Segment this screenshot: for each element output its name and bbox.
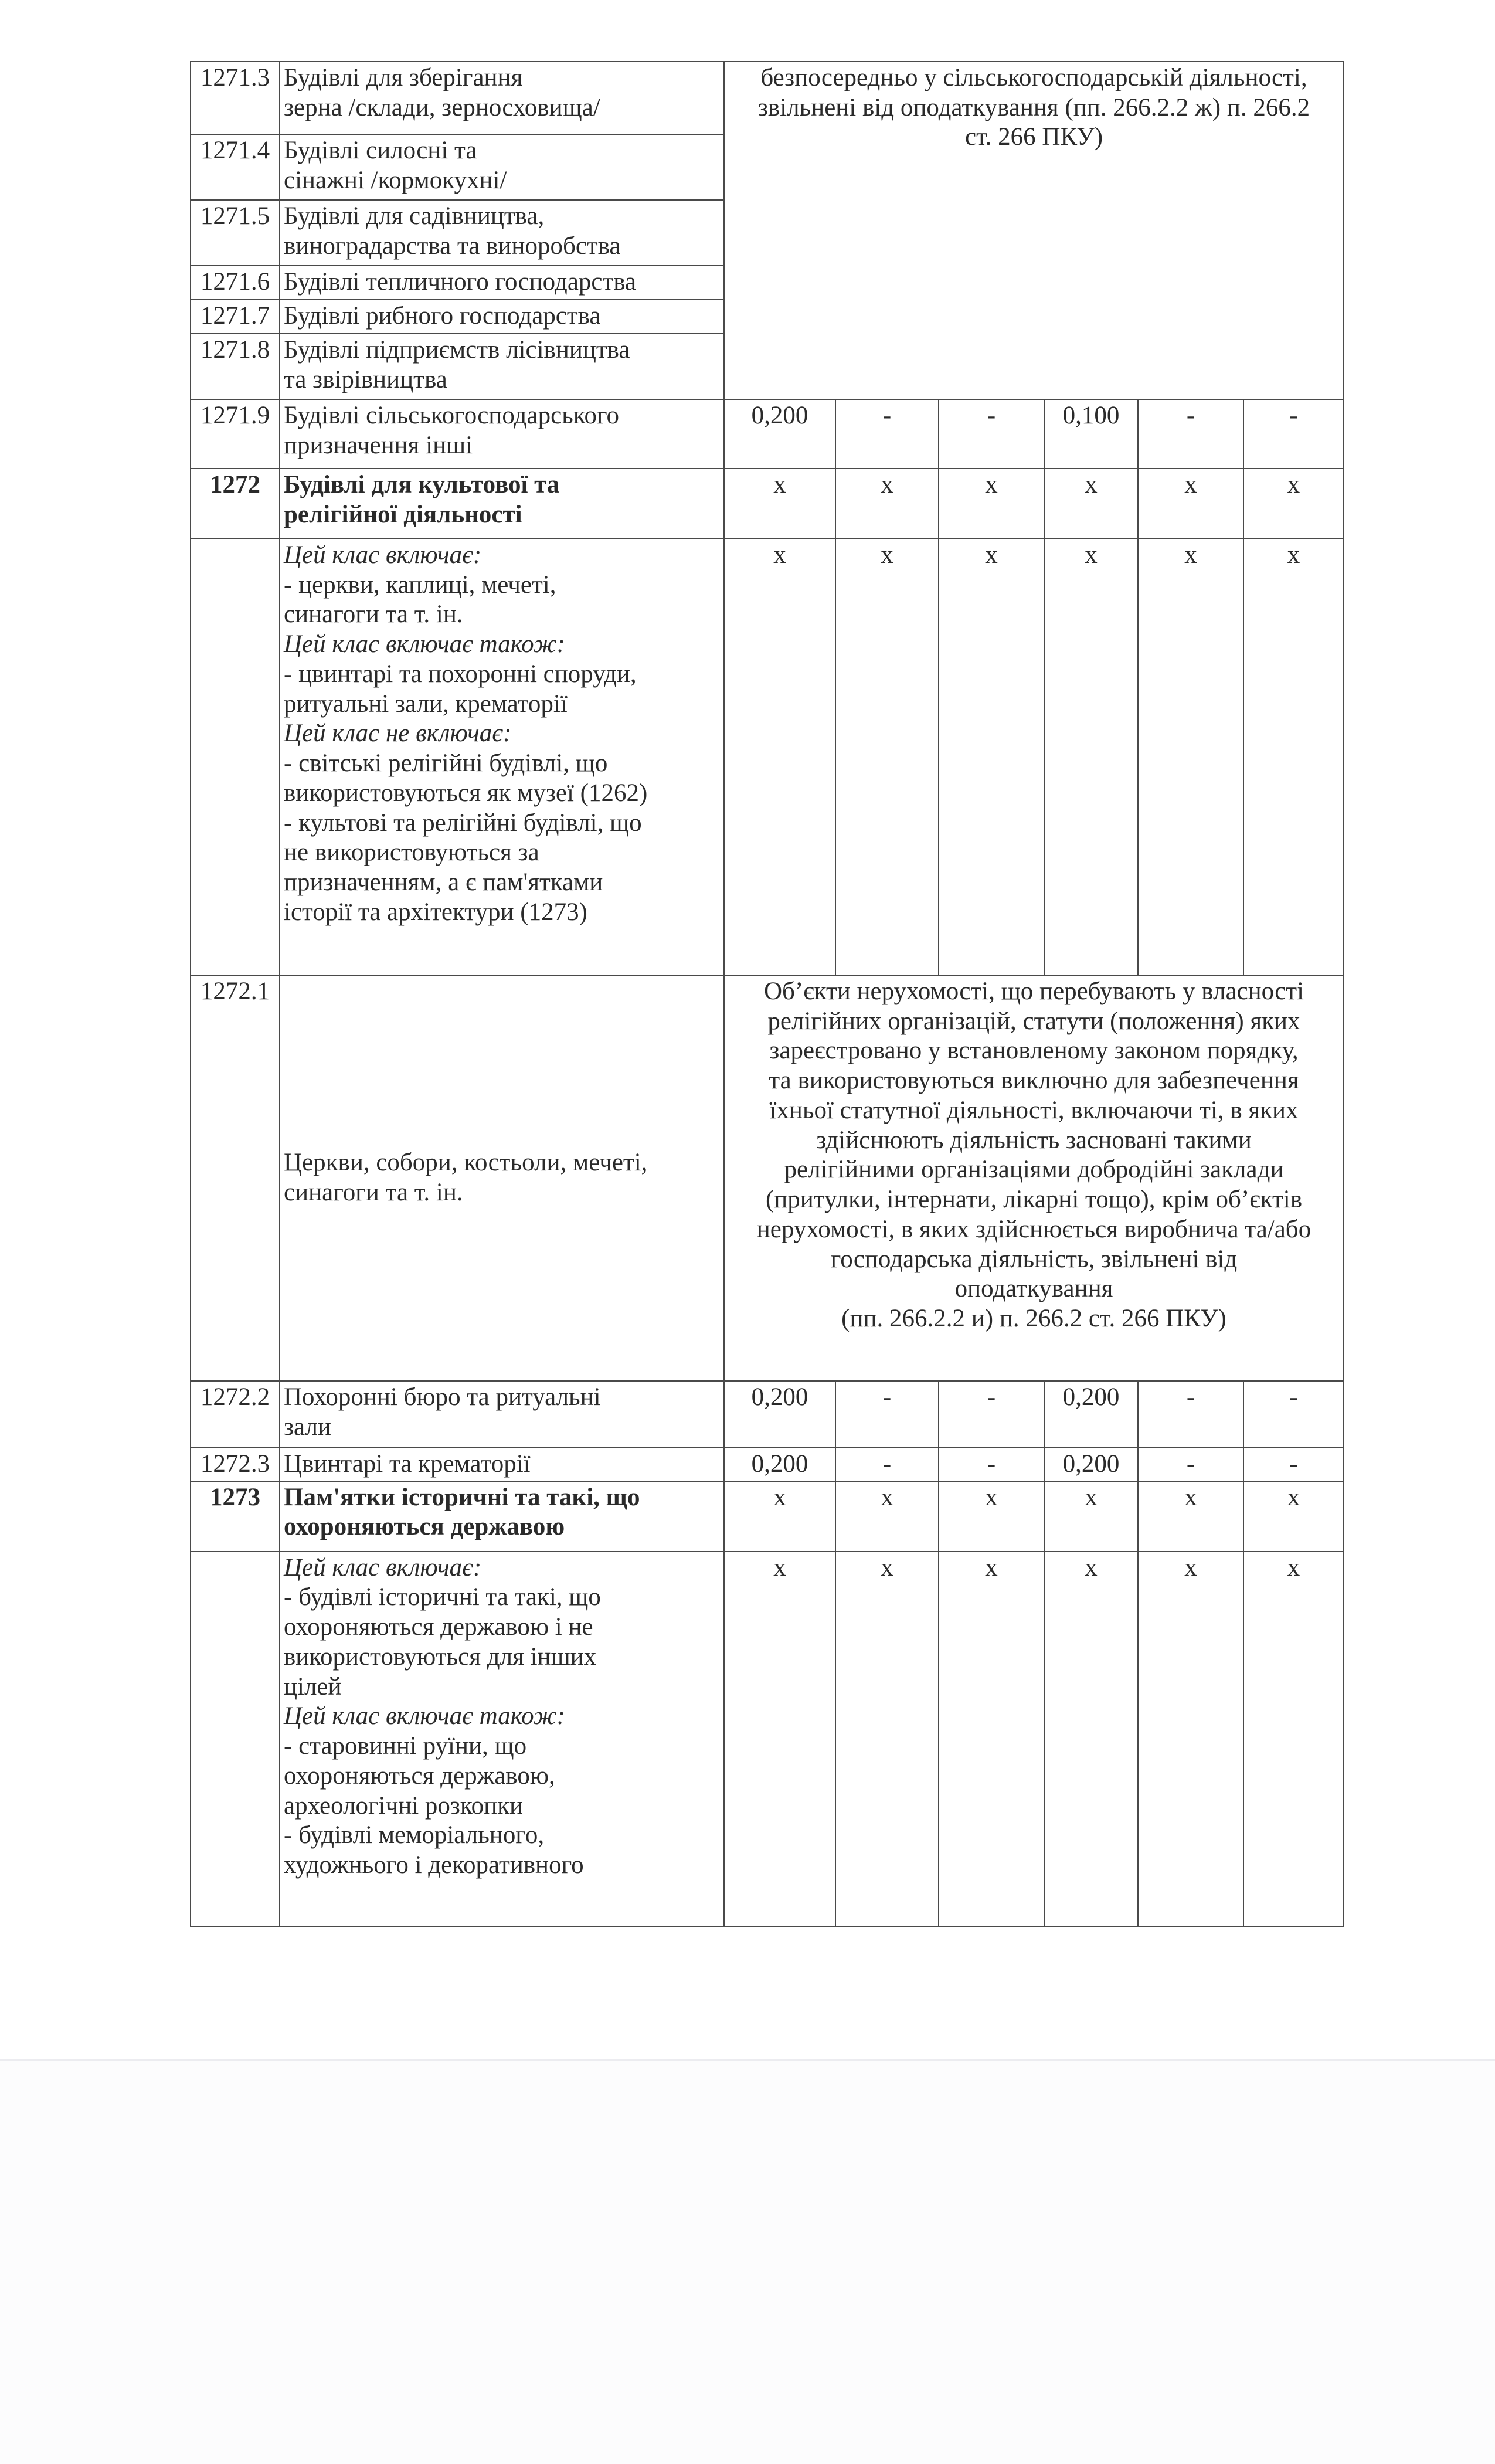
rate-cell: - bbox=[835, 1381, 939, 1448]
table-row bbox=[191, 1448, 1344, 1481]
rate-cell: х bbox=[1044, 539, 1138, 975]
row-code: 1272.1 bbox=[191, 975, 280, 1381]
desc-line: охороняються державою і не bbox=[284, 1613, 593, 1641]
rate-cell: х bbox=[939, 539, 1044, 975]
desc-line: Цей клас включає: bbox=[284, 541, 482, 569]
row-name bbox=[280, 266, 724, 300]
desc-line: - культові та релігійні будівлі, що bbox=[284, 809, 642, 837]
rate-cell: х bbox=[1243, 469, 1344, 539]
row-code: 1272 bbox=[191, 469, 280, 539]
desc-line: історії та архітектури (1273) bbox=[284, 898, 587, 926]
desc-line: Цей клас не включає: bbox=[284, 719, 512, 748]
row-name bbox=[280, 200, 724, 266]
note-line: господарська діяльність, звільнені від bbox=[830, 1245, 1238, 1273]
note-line: нерухомості, в яких здійснюється виробнича та/або bbox=[756, 1215, 1311, 1243]
tax-classification-table bbox=[190, 61, 1344, 1927]
rate-cell: х bbox=[1243, 1552, 1344, 1927]
rate-cell: х bbox=[939, 1481, 1044, 1552]
note-line: зареєстровано у встановленому законом порядку, bbox=[769, 1037, 1299, 1065]
scan-bottom-area bbox=[0, 2059, 1495, 2464]
note-line: ст. 266 ПКУ) bbox=[964, 123, 1103, 151]
rate-cell: х bbox=[939, 1552, 1044, 1927]
row-code: 1271.6 bbox=[191, 266, 280, 300]
row-name bbox=[280, 975, 724, 1381]
row-code: 1273 bbox=[191, 1481, 280, 1552]
rate-cell: - bbox=[1243, 1448, 1344, 1481]
desc-line: - цвинтарі та похоронні споруди, bbox=[284, 660, 637, 688]
table-row bbox=[191, 399, 1344, 469]
row-name-line: виноградарства та виноробства bbox=[284, 232, 621, 260]
rate-cell: 0,100 bbox=[1044, 399, 1138, 469]
rate-cell: х bbox=[1044, 1481, 1138, 1552]
rate-cell: х bbox=[724, 1552, 835, 1927]
row-code bbox=[191, 539, 280, 975]
rate-cell: - bbox=[1243, 399, 1344, 469]
row-name-line: Пам'ятки історичні та такі, що bbox=[284, 1483, 640, 1511]
row-name bbox=[280, 1448, 724, 1481]
row-code: 1271.5 bbox=[191, 200, 280, 266]
rate-cell: х bbox=[1138, 539, 1243, 975]
table-row bbox=[191, 62, 1344, 134]
note-line: (пп. 266.2.2 и) п. 266.2 ст. 266 ПКУ) bbox=[841, 1305, 1226, 1333]
row-name bbox=[280, 62, 724, 134]
rate-cell: 0,200 bbox=[1044, 1381, 1138, 1448]
desc-line: не використовуються за bbox=[284, 839, 539, 867]
row-name bbox=[280, 134, 724, 200]
note-line: та використовуються виключно для забезпечення bbox=[769, 1067, 1299, 1095]
row-code: 1271.9 bbox=[191, 399, 280, 469]
rate-cell: - bbox=[1138, 399, 1243, 469]
desc-line: синагоги та т. ін. bbox=[284, 600, 463, 629]
rate-cell: х bbox=[724, 1481, 835, 1552]
row-name-line: Будівлі для культової та bbox=[284, 471, 560, 498]
desc-line: - будівлі меморіального, bbox=[284, 1821, 545, 1849]
row-name-line: Будівлі сільськогосподарського bbox=[284, 402, 620, 429]
rate-cell: х bbox=[939, 469, 1044, 539]
row-name bbox=[280, 399, 724, 469]
rate-cell: х bbox=[1044, 469, 1138, 539]
table-row bbox=[191, 975, 1344, 1381]
rate-cell: х bbox=[724, 539, 835, 975]
class-description bbox=[280, 1552, 724, 1927]
row-name-line: зали bbox=[284, 1413, 331, 1441]
row-name-line: призначення інші bbox=[284, 431, 473, 459]
rate-cell: 0,200 bbox=[724, 1448, 835, 1481]
rate-cell: х bbox=[835, 469, 939, 539]
desc-line: Цей клас включає: bbox=[284, 1553, 482, 1581]
rate-cell: - bbox=[835, 399, 939, 469]
row-name-line: Будівлі для садівництва, bbox=[284, 202, 545, 230]
note-line: звільнені від оподаткування (пп. 266.2.2 ж) п. 266.2 bbox=[757, 93, 1310, 121]
row-name-line: Будівлі силосні та bbox=[284, 137, 477, 164]
desc-line: призначенням, а є пам'ятками bbox=[284, 868, 603, 897]
rate-cell: - bbox=[1138, 1448, 1243, 1481]
row-name bbox=[280, 1481, 724, 1552]
row-name-line: релігійної діяльності bbox=[284, 500, 522, 528]
note-line: здійснюють діяльність засновані такими bbox=[816, 1126, 1252, 1154]
desc-line: Цей клас включає також: bbox=[284, 1702, 565, 1730]
table-row bbox=[191, 1552, 1344, 1927]
note-line: релігійних організацій, статути (положення) яких bbox=[767, 1007, 1300, 1035]
row-code: 1272.2 bbox=[191, 1381, 280, 1448]
rate-cell: - bbox=[1243, 1381, 1344, 1448]
row-name bbox=[280, 334, 724, 399]
row-name bbox=[280, 300, 724, 334]
desc-line: використовуються як музеї (1262) bbox=[284, 779, 648, 807]
row-name-line: Будівлі для зберігання bbox=[284, 64, 523, 91]
rate-cell: х bbox=[724, 469, 835, 539]
row-code: 1271.7 bbox=[191, 300, 280, 334]
note-line: (притулки, інтернати, лікарні тощо), крім об’єктів bbox=[765, 1186, 1303, 1214]
rate-cell: х bbox=[835, 1481, 939, 1552]
desc-line: - світські релігійні будівлі, що bbox=[284, 749, 608, 778]
class-description bbox=[280, 539, 724, 975]
row-name-line: Церкви, собори, костьоли, мечеті, bbox=[284, 1149, 648, 1177]
desc-line: використовуються для інших bbox=[284, 1642, 597, 1671]
religious-exemption-note bbox=[724, 975, 1344, 1381]
table-row bbox=[191, 1481, 1344, 1552]
row-code: 1271.4 bbox=[191, 134, 280, 200]
row-name-line: Будівлі рибного господарства bbox=[284, 302, 601, 330]
desc-line: цілей bbox=[284, 1672, 342, 1701]
desc-line: Цей клас включає також: bbox=[284, 630, 565, 659]
rate-cell: х bbox=[835, 539, 939, 975]
agri-exemption-note bbox=[724, 62, 1344, 399]
desc-line: археологічні розкопки bbox=[284, 1791, 524, 1820]
row-name-line: Будівлі підприємств лісівництва bbox=[284, 336, 630, 364]
desc-line: - церкви, каплиці, мечеті, bbox=[284, 571, 556, 599]
row-name-line: зерна /склади, зерносховища/ bbox=[284, 93, 600, 121]
rate-cell: х bbox=[1138, 469, 1243, 539]
rate-cell: - bbox=[939, 399, 1044, 469]
rate-cell: - bbox=[939, 1381, 1044, 1448]
rate-cell: - bbox=[1138, 1381, 1243, 1448]
rate-cell: х bbox=[1138, 1552, 1243, 1927]
rate-cell: - bbox=[939, 1448, 1044, 1481]
table-row bbox=[191, 1381, 1344, 1448]
row-name-line: сінажні /кормокухні/ bbox=[284, 166, 507, 194]
rate-cell: 0,200 bbox=[1044, 1448, 1138, 1481]
rate-cell: х bbox=[1243, 539, 1344, 975]
desc-line: ритуальні зали, крематорії bbox=[284, 690, 568, 718]
desc-line: художнього і декоративного bbox=[284, 1851, 584, 1879]
note-line: оподаткування bbox=[954, 1275, 1113, 1303]
note-line: релігійними організаціями добродійні заклади bbox=[784, 1156, 1284, 1184]
row-name-line: Похоронні бюро та ритуальні bbox=[284, 1383, 601, 1411]
row-code: 1272.3 bbox=[191, 1448, 280, 1481]
note-line: їхньої статутної діяльності, включаючи ті, в яких bbox=[769, 1096, 1299, 1124]
row-name-line: синагоги та т. ін. bbox=[284, 1179, 463, 1206]
note-line: Об’єкти нерухомості, що перебувають у власності bbox=[763, 978, 1304, 1005]
row-code: 1271.3 bbox=[191, 62, 280, 134]
rate-cell: х bbox=[1243, 1481, 1344, 1552]
rate-cell: 0,200 bbox=[724, 399, 835, 469]
rate-cell: - bbox=[835, 1448, 939, 1481]
rate-cell: х bbox=[835, 1552, 939, 1927]
desc-line: - старовинні руїни, що bbox=[284, 1732, 527, 1760]
row-name-line: Цвинтарі та крематорії bbox=[284, 1450, 531, 1478]
row-name-line: охороняються державою bbox=[284, 1513, 565, 1541]
row-name-line: та звірівництва bbox=[284, 365, 447, 393]
table-row bbox=[191, 469, 1344, 539]
row-name bbox=[280, 1381, 724, 1448]
row-code: 1271.8 bbox=[191, 334, 280, 399]
note-line: безпосередньо у сільськогосподарській діяльності, bbox=[760, 64, 1307, 91]
row-name-line: Будівлі тепличного господарства bbox=[284, 268, 637, 296]
rate-cell: х bbox=[1044, 1552, 1138, 1927]
desc-line: охороняються державою, bbox=[284, 1762, 555, 1790]
rate-cell: х bbox=[1138, 1481, 1243, 1552]
row-code bbox=[191, 1552, 280, 1927]
table-row bbox=[191, 539, 1344, 975]
desc-line: - будівлі історичні та такі, що bbox=[284, 1583, 601, 1611]
rate-cell: 0,200 bbox=[724, 1381, 835, 1448]
row-name bbox=[280, 469, 724, 539]
